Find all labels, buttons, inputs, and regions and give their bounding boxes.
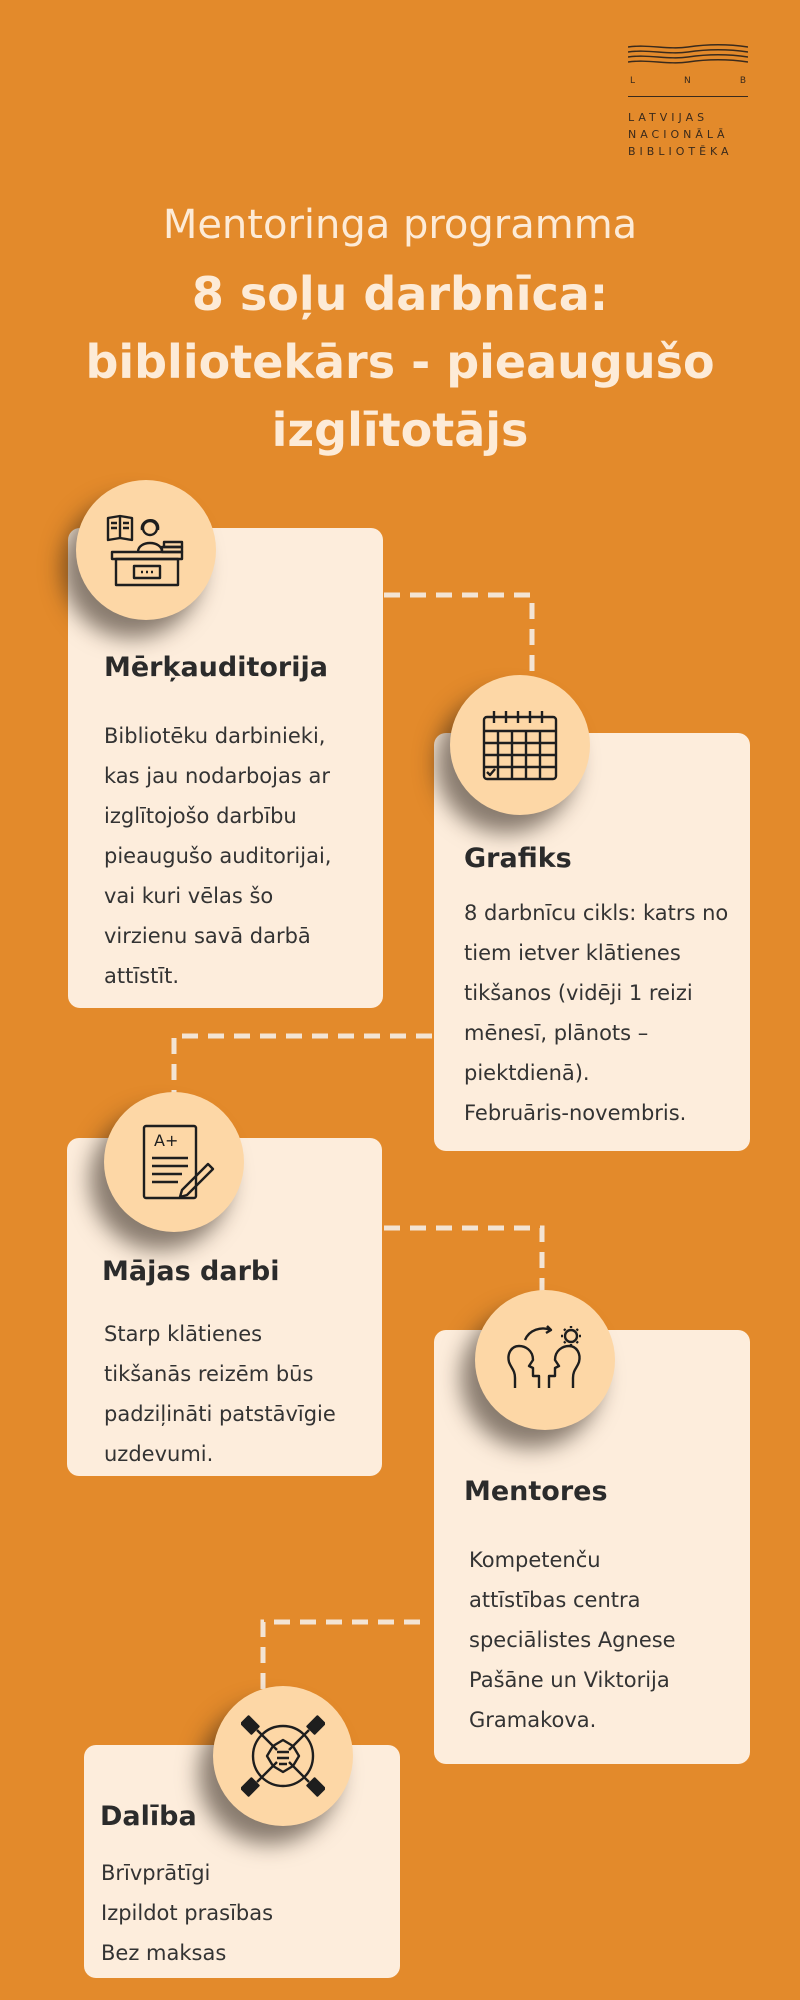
description-line: Bez maksas <box>101 1941 227 1965</box>
step-icon-circle <box>76 480 216 620</box>
page-subtitle: Mentoringa programma <box>162 202 638 248</box>
description-line: piektdienā). <box>464 1061 590 1085</box>
description-line: attīstīt. <box>104 964 180 988</box>
logo-name-line: NACIONĀLĀ <box>628 128 729 141</box>
logo-letter: N <box>684 76 691 86</box>
step-description <box>464 893 748 1133</box>
logo-name <box>628 109 748 160</box>
step-description <box>104 716 374 996</box>
calendar-icon <box>478 703 562 787</box>
title-line: izglītotājs <box>271 403 529 457</box>
joined-hands-icon <box>241 1714 325 1798</box>
logo-name-line: LATVIJAS <box>628 111 709 124</box>
step-icon-circle <box>104 1092 244 1232</box>
step-heading: Mājas darbi <box>102 1256 280 1287</box>
step-heading: Grafiks <box>464 843 572 874</box>
description-line: attīstības centra <box>469 1588 641 1612</box>
step-heading: Mentores <box>464 1476 608 1507</box>
description-line: Pašāne un Viktorija <box>469 1668 670 1692</box>
logo-letter: B <box>739 76 746 86</box>
connector-1 <box>380 585 540 685</box>
step-heading: Mērķauditorija <box>104 652 328 683</box>
description-line: izglītojošo darbību <box>104 804 297 828</box>
logo-divider <box>628 96 748 97</box>
description-line: pieaugušo auditorijai, <box>104 844 332 868</box>
description-line: Starp klātienes <box>104 1322 263 1346</box>
description-line: Brīvprātīgi <box>101 1861 211 1885</box>
description-line: Gramakova. <box>469 1708 597 1732</box>
step-heading: Dalība <box>100 1801 197 1832</box>
step-description <box>101 1853 371 1973</box>
step-icon-circle <box>213 1686 353 1826</box>
step-icon-circle <box>475 1290 615 1430</box>
description-line: mēnesī, plānots – <box>464 1021 649 1045</box>
logo-waves-icon <box>628 44 748 68</box>
mentor-heads-icon <box>503 1318 587 1402</box>
description-line: tikšanos (vidēji 1 reizi <box>464 981 693 1005</box>
description-line: tikšanās reizēm būs <box>104 1362 314 1386</box>
step-description <box>469 1540 739 1740</box>
svg-text:A+: A+ <box>154 1131 179 1150</box>
lnb-logo <box>628 44 748 160</box>
description-line: 8 darbnīcu cikls: katrs no <box>464 901 729 925</box>
description-line: Februāris-novembris. <box>464 1101 687 1125</box>
librarian-desk-icon <box>104 508 188 592</box>
description-line: kas jau nodarbojas ar <box>104 764 330 788</box>
logo-letters <box>628 76 748 86</box>
description-line: tiem ietver klātienes <box>464 941 681 965</box>
description-line: uzdevumi. <box>104 1442 214 1466</box>
graded-paper-icon <box>132 1120 216 1204</box>
description-line: speciālistes Agnese <box>469 1628 676 1652</box>
logo-letter: L <box>630 76 636 86</box>
description-line: virzienu savā darbā <box>104 924 311 948</box>
description-line: vai kuri vēlas šo <box>104 884 274 908</box>
step-icon-circle <box>450 675 590 815</box>
title-line: bibliotekārs - pieaugušo <box>85 335 715 389</box>
description-line: Bibliotēku darbinieki, <box>104 724 326 748</box>
title-line: 8 soļu darbnīca: <box>191 267 609 321</box>
description-line: Izpildot prasības <box>101 1901 274 1925</box>
page-title <box>40 260 760 464</box>
description-line: Kompetenču <box>469 1548 601 1572</box>
description-line: padziļināti patstāvīgie <box>104 1402 336 1426</box>
step-description <box>104 1314 374 1474</box>
logo-name-line: BIBLIOTĒKA <box>628 145 733 158</box>
